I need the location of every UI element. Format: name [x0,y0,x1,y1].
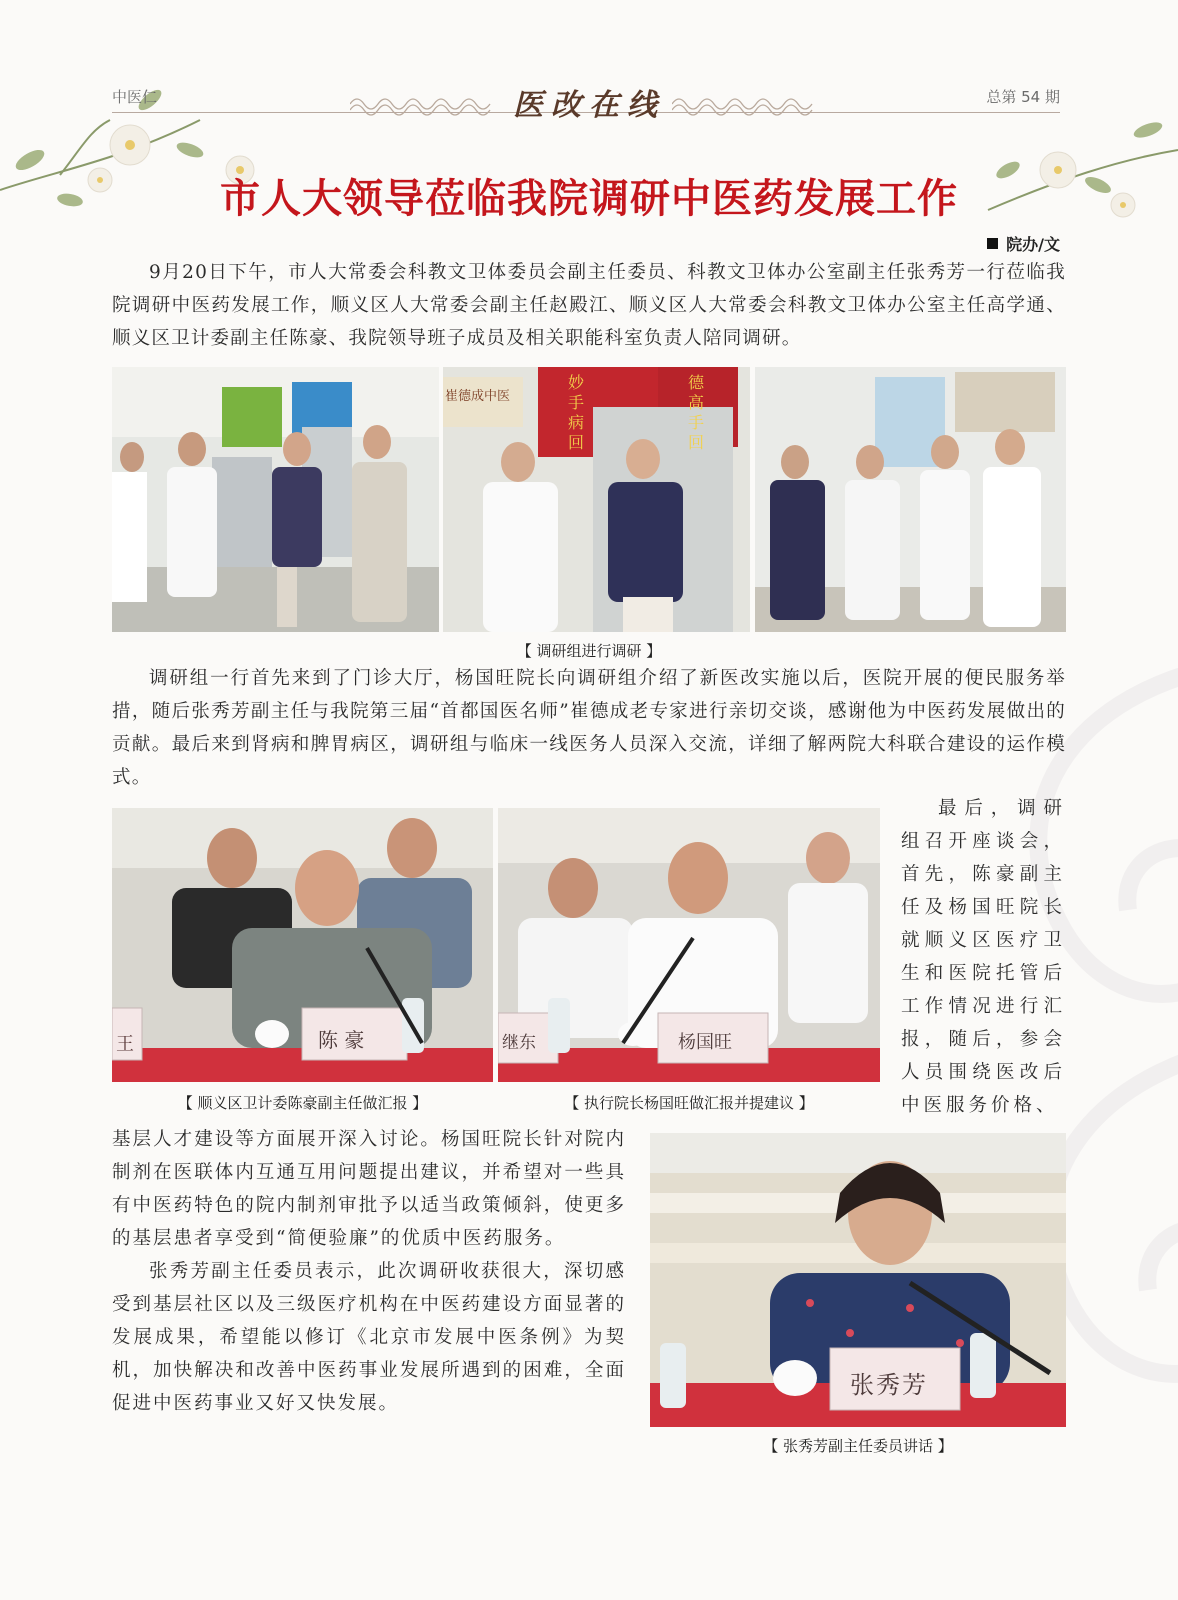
photo-ward-visit [755,367,1066,632]
byline-text: 院办/文 [1006,235,1060,254]
nameplate-left-partial: 王 [116,1034,134,1055]
photo-lobby-visit [112,367,439,632]
nameplate-zhang-xiufang: 张秀芳 [850,1371,928,1399]
photo-yang-guowang-report [498,808,880,1082]
banner-text-2: 德高手回 [688,373,705,452]
caption-research: 【 调研组进行调研 】 [516,642,662,660]
magazine-name: 中医仁 [112,88,158,106]
byline [987,232,1060,255]
paragraph-1: 9月20日下午，市人大常委会科教文卫体委员会副主任委员、科教文卫体办公室副主任张秀芳一行莅临我院调研中医药发展工作，顺义区人大常委会副主任赵殿江、顺义区人大常委会科教文卫体办公室主任高学通、顺义区卫计委副主任陈豪、我院领导班子成员及相关职能科室负责人陪同调研。 [112,262,1066,349]
section-title: 医改在线 [513,88,665,123]
paragraph-2: 调研组一行首先来到了门诊大厅，杨国旺院长向调研组介绍了新医改实施以后，医院开展的便民服务举措，随后张秀芳副主任与我院第三届“首都国医名师”崔德成老专家进行亲切交谈，感谢他为中医药发展做出的贡献。最后来到肾病和脾胃病区，调研组与临床一线医务人员深入交流，详细了解两院大科联合建设的运作模式。 [112,668,1066,788]
banner-text-1: 妙手病回 [568,373,585,452]
nameplate-chen-hao: 陈 豪 [318,1028,365,1052]
paragraph-3-column: 最后，调研组召开座谈会，首先，陈豪副主任及杨国旺院长就顺义区医疗卫生和医院托管后工作情况进行汇报，随后，参会人员围绕医改后中医服务价格、 [901,798,1066,1116]
caption-yang: 【 执行院长杨国旺做汇报并提建议 】 [564,1094,814,1112]
square-bullet-icon [987,238,998,249]
photo-chen-hao-report [112,808,493,1082]
article-title: 市人大领导莅临我院调研中医药发展工作 [220,176,958,222]
photo-zhang-xiufang-speech [650,1133,1066,1427]
caption-zhang: 【 张秀芳副主任委员讲话 】 [763,1437,953,1455]
photo-greeting-elder-doctor [443,367,750,632]
nameplate-yang-guowang: 杨国旺 [678,1032,732,1053]
nameplate-left-partial-2: 继东 [502,1033,536,1053]
caption-chen-hao: 【 顺义区卫计委陈豪副主任做汇报 】 [177,1094,428,1112]
doctor-sign: 崔德成中医 [445,389,511,404]
issue-number: 总第 54 期 [986,88,1060,106]
paragraph-3-continued: 基层人才建设等方面展开深入讨论。杨国旺院长针对院内制剂在医联体内互通互用问题提出建议，并希望对一些具有中医药特色的院内制剂审批予以适当政策倾斜，使更多的基层患者享受到“简便验廉”的优质中医药服务。 [112,1129,626,1249]
paragraph-4: 张秀芳副主任委员表示，此次调研收获很大，深切感受到基层社区以及三级医疗机构在中医药建设方面显著的发展成果，希望能以修订《北京市发展中医条例》为契机，加快解决和改善中医药事业发展所遇到的困难，全面促进中医药事业又好又快发展。 [112,1261,626,1414]
